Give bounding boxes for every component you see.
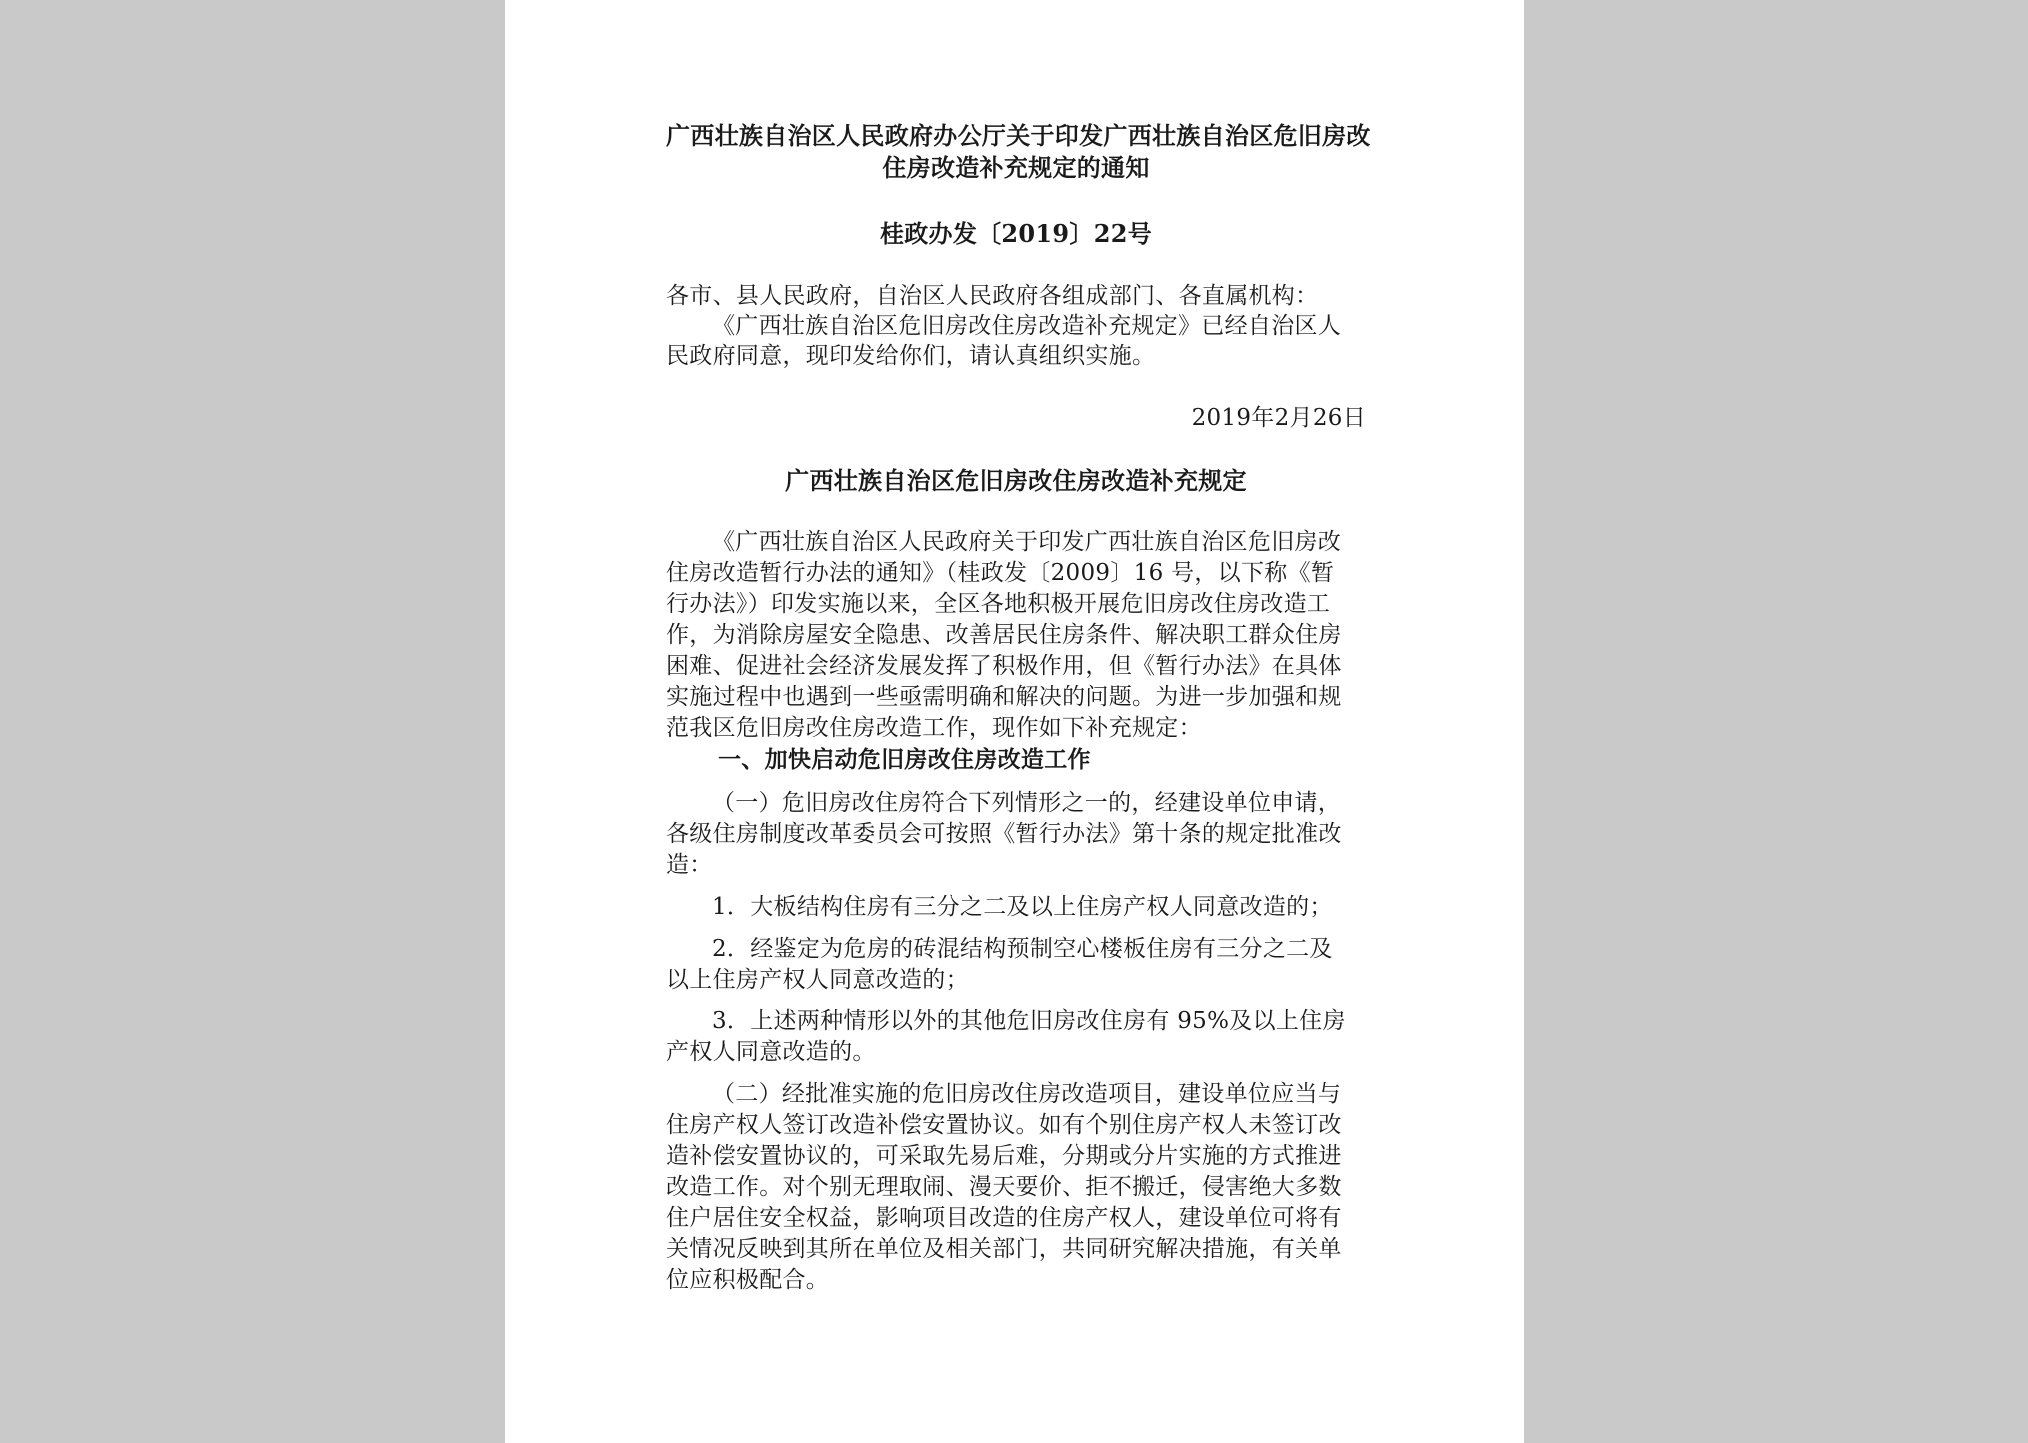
item2-line: （二）经批准实施的危旧房改住房改造项目，建设单位应当与	[712, 1081, 1342, 1107]
item2-line: 住户居住安全权益，影响项目改造的住房产权人，建设单位可将有	[666, 1205, 1342, 1231]
item2-line: 位应积极配合。	[666, 1267, 830, 1293]
para1-line: 作，为消除房屋安全隐患、改善居民住房条件、解决职工群众住房	[666, 622, 1342, 648]
intro-line-1: 《广西壮族自治区危旧房改住房改造补充规定》已经自治区人	[712, 313, 1342, 339]
item1-line: 各级住房制度改革委员会可按照《暂行办法》第十条的规定批准改	[666, 821, 1342, 847]
para1-line: 《广西壮族自治区人民政府关于印发广西壮族自治区危旧房改	[712, 529, 1342, 555]
regulation-subtitle: 广西壮族自治区危旧房改住房改造补充规定	[785, 466, 1247, 495]
para1-line: 行办法》）印发实施以来，全区各地积极开展危旧房改住房改造工	[666, 591, 1331, 617]
item2-line: 造补偿安置协议的，可采取先易后难，分期或分片实施的方式推进	[666, 1143, 1342, 1169]
document-page	[505, 0, 1524, 1443]
item2-line: 改造工作。对个别无理取闹、漫天要价、拒不搬迁，侵害绝大多数	[666, 1174, 1342, 1200]
document-number: 桂政办发〔2019〕22号	[879, 219, 1153, 248]
para1-line: 范我区危旧房改住房改造工作，现作如下补充规定：	[666, 715, 1202, 741]
item2-line: 住房产权人签订改造补偿安置协议。如有个别住房产权人未签订改	[666, 1112, 1342, 1138]
sub-item-3-line: 3．上述两种情形以外的其他危旧房改住房有 95%及以上住房	[712, 1008, 1346, 1034]
sub-item-3-line: 产权人同意改造的。	[666, 1039, 876, 1065]
notice-title-line-1: 广西壮族自治区人民政府办公厅关于印发广西壮族自治区危旧房改	[666, 121, 1371, 150]
intro-line-2: 民政府同意，现印发给你们，请认真组织实施。	[666, 343, 1156, 369]
notice-title-line-2: 住房改造补充规定的通知	[882, 153, 1150, 182]
para1-line: 困难、促进社会经济发展发挥了积极作用，但《暂行办法》在具体	[666, 653, 1342, 679]
para1-line: 住房改造暂行办法的通知》（桂政发〔2009〕16 号，以下称《暂	[666, 560, 1335, 586]
item1-line: （一）危旧房改住房符合下列情形之一的，经建设单位申请，	[712, 790, 1342, 816]
item1-line: 造：	[666, 852, 713, 878]
sub-item-1: 1．大板结构住房有三分之二及以上住房产权人同意改造的；	[712, 894, 1333, 920]
para1-line: 实施过程中也遇到一些亟需明确和解决的问题。为进一步加强和规	[666, 684, 1342, 710]
sub-item-2-line: 以上住房产权人同意改造的；	[666, 967, 969, 993]
item2-line: 关情况反映到其所在单位及相关部门，共同研究解决措施，有关单	[666, 1236, 1342, 1262]
section-heading-1: 一、加快启动危旧房改住房改造工作	[718, 746, 1091, 773]
sub-item-2-line: 2．经鉴定为危房的砖混结构预制空心楼板住房有三分之二及	[712, 936, 1333, 962]
issue-date: 2019年2月26日	[1191, 405, 1366, 431]
addressee: 各市、县人民政府，自治区人民政府各组成部门、各直属机构：	[666, 283, 1319, 309]
